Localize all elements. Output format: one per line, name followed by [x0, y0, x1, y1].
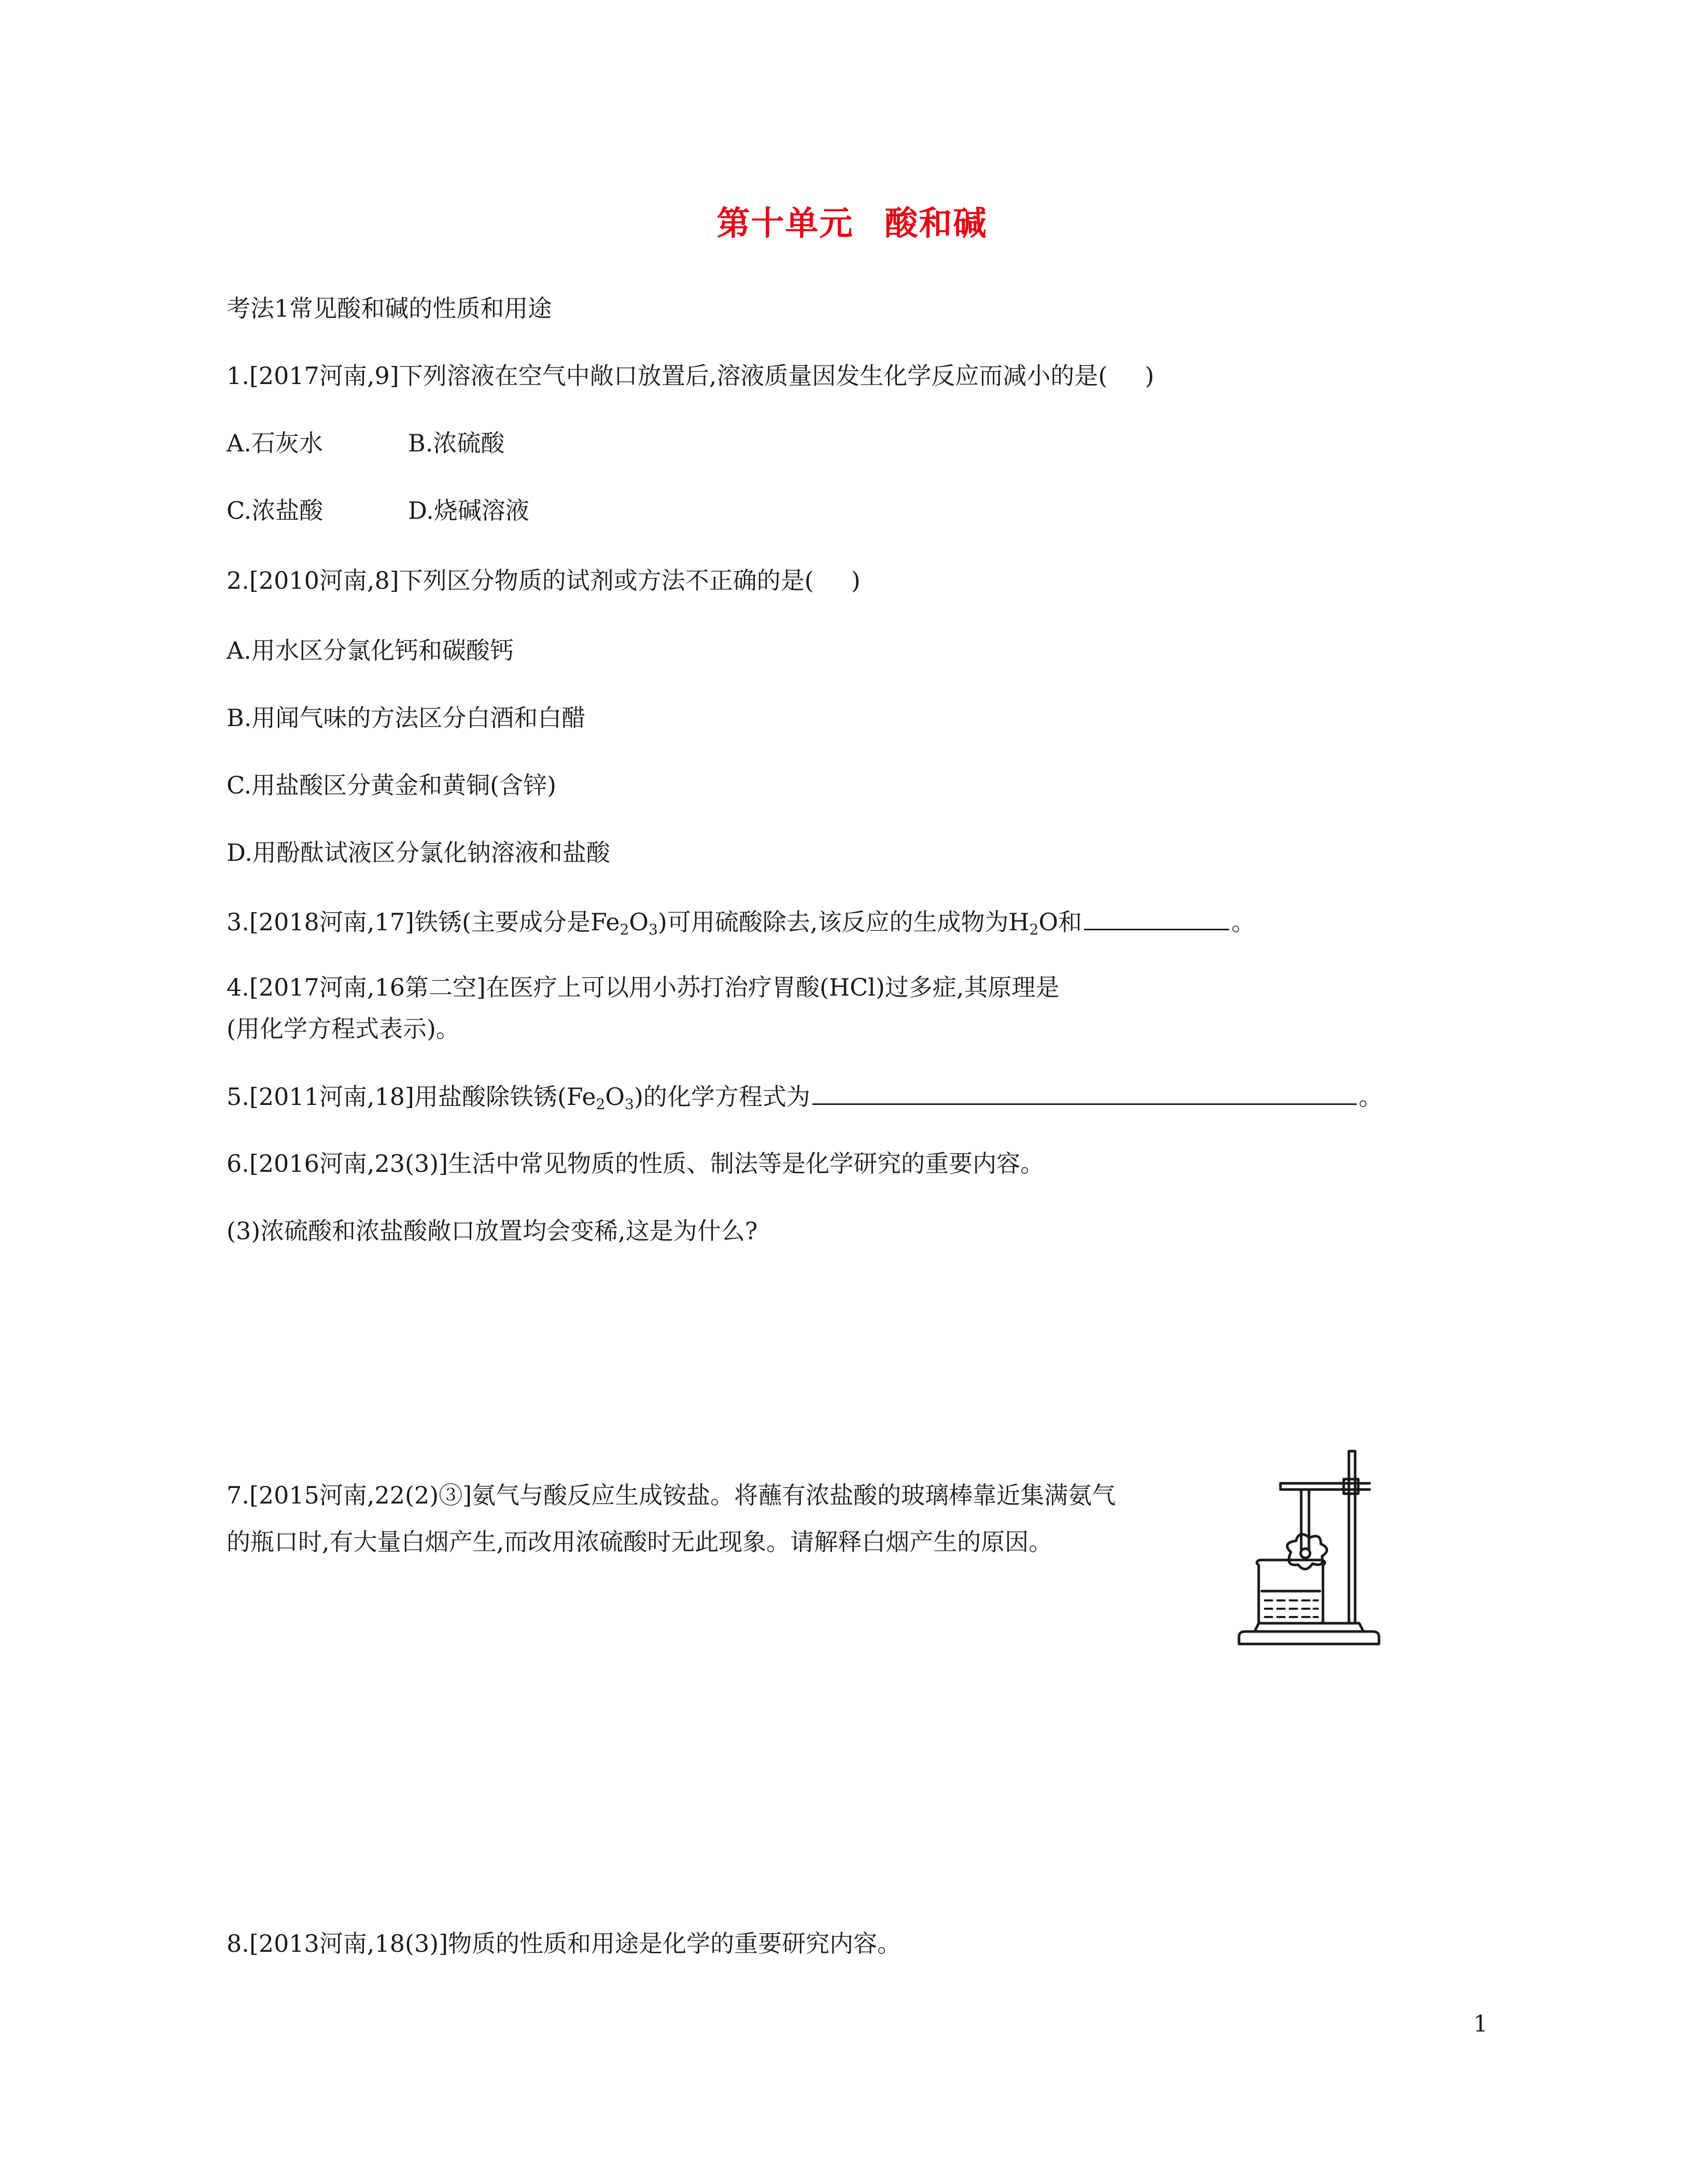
question-1-stem: 1.[2017河南,9]下列溶液在空气中敞口放置后,溶液质量因发生化学反应而减小的是( ): [227, 362, 1154, 390]
question-2-option-a: A.用水区分氯化钙和碳酸钙: [227, 636, 514, 664]
question-7-line-2: 的瓶口时,有大量白烟产生,而改用浓硫酸时无此现象。请解释白烟产生的原因。: [227, 1528, 1053, 1556]
question-2-option-d: D.用酚酞试液区分氯化钠溶液和盐酸: [227, 839, 610, 867]
question-2-stem: 2.[2010河南,8]下列区分物质的试剂或方法不正确的是( ): [227, 566, 861, 594]
question-8-stem: 8.[2013河南,18(3)]物质的性质和用途是化学的重要研究内容。: [227, 1930, 902, 1958]
question-2-option-c: C.用盐酸区分黄金和黄铜(含锌): [227, 771, 557, 799]
answer-blank[interactable]: [1084, 906, 1229, 930]
unit-topic: 酸和碱: [884, 204, 988, 243]
question-1-options-row1: [227, 428, 505, 459]
question-6-subquestion: (3)浓硫酸和浓盐酸敞口放置均会变稀,这是为什么?: [227, 1217, 758, 1245]
apparatus-illustration: [1234, 1436, 1389, 1664]
question-1-options-row2: [227, 495, 529, 526]
section-heading: 考法1常见酸和碱的性质和用途: [227, 294, 552, 322]
unit-label: 第十单元: [716, 204, 854, 243]
question-3: 3.[2018河南,17]铁锈(主要成分是$Fe_2O_3$)可用硫酸除去,该反应的生成物为$H_2O$和 。: [227, 906, 1255, 945]
question-4-line-2: (用化学方程式表示)。: [227, 1015, 460, 1043]
question-7-line-1: 7.[2015河南,22(2)③]氨气与酸反应生成铵盐。将蘸有浓盐酸的玻璃棒靠近集满氨气: [227, 1481, 1116, 1509]
cotton-wad: [1287, 1534, 1327, 1569]
question-5: 5.[2011河南,18]用盐酸除铁锈$(Fe_2O_3)$的化学方程式为 。: [227, 1081, 1383, 1120]
question-2-option-b: B.用闻气味的方法区分白酒和白醋: [227, 704, 586, 732]
page-title: [0, 197, 1704, 245]
option-d: D.烧碱溶液: [408, 497, 529, 524]
option-a: A.石灰水: [227, 429, 323, 457]
question-6-stem: 6.[2016河南,23(3)]生活中常见物质的性质、制法等是化学研究的重要内容。: [227, 1150, 1045, 1178]
answer-blank[interactable]: [812, 1081, 1357, 1105]
stand-base: [1239, 1632, 1379, 1644]
question-4-line-1: 4.[2017河南,16第二空]在医疗上可以用小苏打治疗胃酸(HCl)过多症,其原理是: [227, 973, 1060, 1001]
option-b: B.浓硫酸: [408, 429, 505, 457]
page-number: 1: [1473, 2011, 1488, 2037]
option-c: C.浓盐酸: [227, 497, 323, 524]
